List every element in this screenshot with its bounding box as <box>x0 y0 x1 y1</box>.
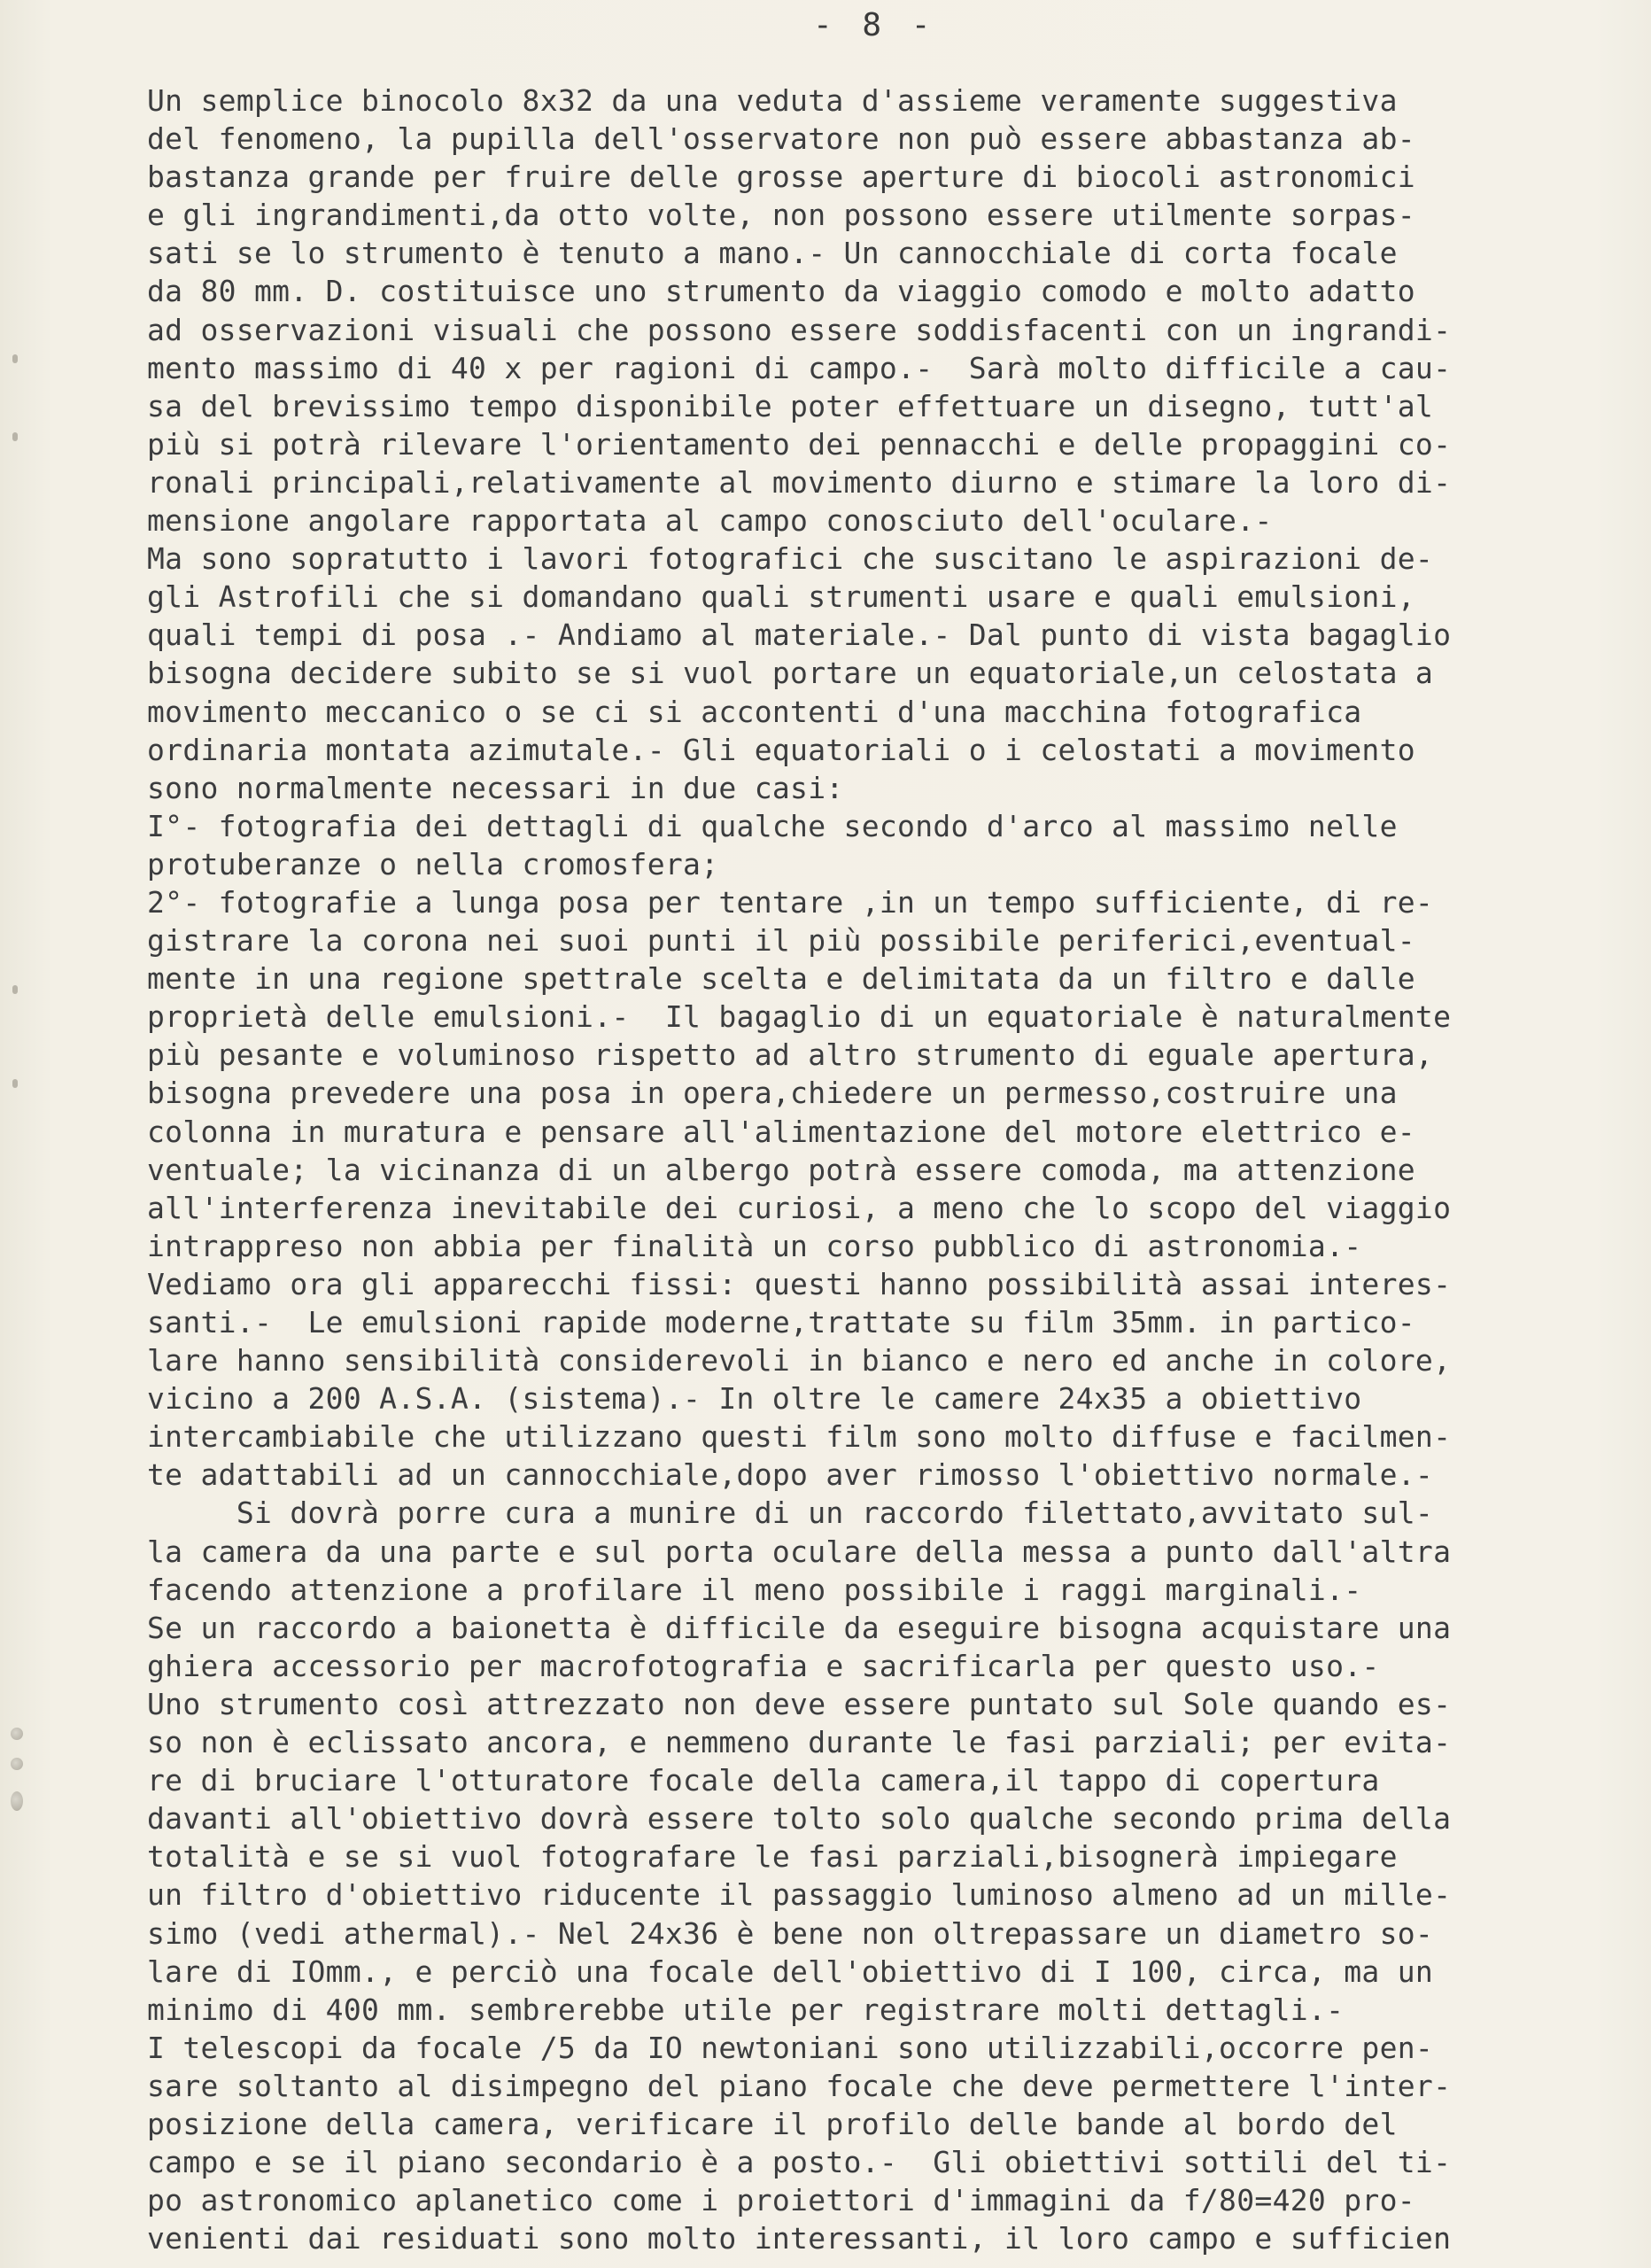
text-line: davanti all'obiettivo dovrà essere tolto solo qualche secondo prima della <box>147 1801 1452 1837</box>
text-line: lare hanno sensibilità considerevoli in bianco e nero ed anche in colore, <box>147 1343 1452 1379</box>
text-line: Vediamo ora gli apparecchi fissi: questi hanno possibilità assai interes- <box>147 1266 1452 1301</box>
text-line: e gli ingrandimenti,da otto volte, non possono essere utilmente sorpas- <box>147 198 1415 233</box>
text-line: proprietà delle emulsioni.- Il bagaglio di un equatoriale è naturalmente <box>147 999 1452 1035</box>
text-line: da 80 mm. D. costituisce uno strumento da viaggio comodo e molto adatto <box>147 274 1415 309</box>
text-line: intrappreso non abbia per finalità un corso pubblico di astronomia.- <box>147 1228 1362 1263</box>
text-line: Un semplice binocolo 8x32 da una veduta d'assieme veramente suggestiva <box>147 83 1398 118</box>
text-line: Si dovrà porre cura a munire di un raccordo filettato,avvitato sul- <box>147 1495 1434 1531</box>
text-line: vicino a 200 A.S.A. (sistema).- In oltre le camere 24x35 a obiettivo <box>147 1381 1362 1417</box>
text-line: sare soltanto al disimpegno del piano focale che deve permettere l'inter- <box>147 2068 1452 2103</box>
typewritten-body <box>147 82 1600 2257</box>
text-line: santi.- Le emulsioni rapide moderne,trattate su film 35mm. in partico- <box>147 1305 1415 1340</box>
text-line: colonna in muratura e pensare all'alimentazione del motore elettrico e- <box>147 1114 1415 1149</box>
text-line: la camera da una parte e sul porta oculare della messa a punto dall'altra <box>147 1534 1452 1569</box>
text-line: so non è eclissato ancora, e nemmeno durante le fasi parziali; per evita- <box>147 1725 1452 1760</box>
page-number: - 8 - <box>813 7 936 43</box>
text-line: bastanza grande per fruire delle grosse aperture di biocoli astronomici <box>147 159 1415 195</box>
text-line: sati se lo strumento è tenuto a mano.- Un cannocchiale di corta focale <box>147 236 1398 271</box>
text-line: mensione angolare rapportata al campo conosciuto dell'oculare.- <box>147 503 1273 539</box>
text-line: ad osservazioni visuali che possono essere soddisfacenti con un ingrandi- <box>147 312 1452 347</box>
text-line: del fenomeno, la pupilla dell'osservatore non può essere abbastanza ab- <box>147 121 1415 157</box>
text-line: all'interferenza inevitabile dei curiosi, a meno che lo scopo del viaggio <box>147 1190 1452 1225</box>
text-line: lare di IOmm., e perciò una focale dell'obiettivo di I 100, circa, ma un <box>147 1953 1434 1989</box>
text-line: gistrare la corona nei suoi punti il più possibile periferici,eventual- <box>147 923 1415 959</box>
text-line: bisogna decidere subito se si vuol portare un equatoriale,un celostata a <box>147 656 1434 691</box>
text-line: bisogna prevedere una posa in opera,chiedere un permesso,costruire una <box>147 1076 1398 1111</box>
text-line: più si potrà rilevare l'orientamento dei pennacchi e delle propaggini co- <box>147 426 1452 462</box>
text-line: I°- fotografia dei dettagli di qualche secondo d'arco al massimo nelle <box>147 808 1398 843</box>
text-line: totalità e se si vuol fotografare le fasi parziali,bisognerà impiegare <box>147 1839 1398 1875</box>
punch-hole <box>11 1791 23 1811</box>
punch-hole <box>11 1758 23 1770</box>
binding-mark <box>12 985 18 994</box>
binding-mark <box>12 354 18 363</box>
text-line: venienti dai residuati sono molto interessanti, il loro campo e sufficien <box>147 2221 1452 2256</box>
text-line: un filtro d'obiettivo riducente il passaggio luminoso almeno ad un mille- <box>147 1877 1452 1913</box>
text-line: ordinaria montata azimutale.- Gli equatoriali o i celostati a movimento <box>147 732 1415 767</box>
text-line: po astronomico aplanetico come i proiettori d'immagini da f/80=420 pro- <box>147 2183 1415 2218</box>
text-line: gli Astrofili che si domandano quali strumenti usare e quali emulsioni, <box>147 579 1415 615</box>
text-line: mento massimo di 40 x per ragioni di campo.- Sarà molto difficile a cau- <box>147 350 1452 385</box>
text-line: ronali principali,relativamente al movimento diurno e stimare la loro di- <box>147 464 1452 500</box>
text-line: movimento meccanico o se ci si accontenti d'una macchina fotografica <box>147 694 1362 729</box>
punch-hole <box>11 1728 23 1740</box>
text-line: Uno strumento così attrezzato non deve essere puntato sul Sole quando es- <box>147 1686 1452 1721</box>
text-line: posizione della camera, verificare il profilo delle bande al bordo del <box>147 2106 1398 2141</box>
text-line: campo e se il piano secondario è a posto.- Gli obiettivi sottili del ti- <box>147 2145 1452 2180</box>
text-line: minimo di 400 mm. sembrerebbe utile per registrare molti dettagli.- <box>147 1992 1345 2027</box>
binding-mark <box>12 432 18 441</box>
text-line: re di bruciare l'otturatore focale della camera,il tappo di copertura <box>147 1763 1380 1798</box>
text-line: sa del brevissimo tempo disponibile poter effettuare un disegno, tutt'al <box>147 388 1434 423</box>
text-line: te adattabili ad un cannocchiale,dopo aver rimosso l'obiettivo normale.- <box>147 1457 1434 1493</box>
text-line: ghiera accessorio per macrofotografia e sacrificarla per questo uso.- <box>147 1648 1380 1683</box>
binding-mark <box>12 1079 18 1088</box>
text-line: Ma sono sopratutto i lavori fotografici che suscitano le aspirazioni de- <box>147 541 1434 577</box>
text-line: protuberanze o nella cromosfera; <box>147 846 719 882</box>
text-line: Se un raccordo a baionetta è difficile da eseguire bisogna acquistare una <box>147 1610 1452 1645</box>
text-line: intercambiabile che utilizzano questi film sono molto diffuse e facilmen- <box>147 1419 1452 1455</box>
text-line: quali tempi di posa .- Andiamo al materiale.- Dal punto di vista bagaglio <box>147 617 1452 653</box>
text-line: sono normalmente necessari in due casi: <box>147 770 844 805</box>
text-line: mente in una regione spettrale scelta e delimitata da un filtro e dalle <box>147 961 1415 997</box>
text-line: più pesante e voluminoso rispetto ad altro strumento di eguale apertura, <box>147 1037 1434 1073</box>
text-line: simo (vedi athermal).- Nel 24x36 è bene non oltrepassare un diametro so- <box>147 1915 1434 1951</box>
text-line: 2°- fotografie a lunga posa per tentare ,in un tempo sufficiente, di re- <box>147 884 1434 920</box>
text-line: I telescopi da focale /5 da IO newtoniani sono utilizzabili,occorre pen- <box>147 2030 1434 2065</box>
text-line: ventuale; la vicinanza di un albergo potrà essere comoda, ma attenzione <box>147 1152 1415 1187</box>
text-line: facendo attenzione a profilare il meno possibile i raggi marginali.- <box>147 1572 1362 1607</box>
